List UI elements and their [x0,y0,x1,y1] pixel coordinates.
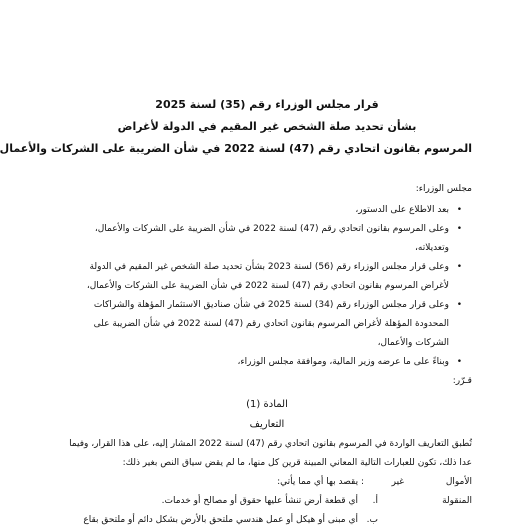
document-header [0,94,472,160]
recital-item: • بعد الاطلاع على الدستور، [62,201,462,220]
document-subtitle: بشأن تحديد صلة الشخص غير المقيم في الدولة لأغراض [117,120,417,133]
subitem-letter: ب. [366,515,378,525]
preamble-intro: مجلس الوزراء: [415,184,472,194]
section-title: التعاريف [249,419,285,430]
definitions-intro: تُطبق التعاريف الواردة في المرسوم بقانون اتحادي رقم (47) لسنة 2022 المشار إليه، على هذا القرار، وفيما عدا ذلك، تكون للعبارات التالية المعاني المبينة قرين كل منها، ما لم يقض سياق النص بغير ذلك: [69,439,472,468]
definition-term-continuation: المنقولة [442,496,472,506]
recitals-list [62,201,472,372]
decided-label: قـرّر: [452,376,472,386]
document-subtitle-2: المرسوم بقانون اتحادي رقم (47) لسنة 2022 في شأن الضريبة على الشركات والأعمال [0,142,472,155]
recital-item: • وعلى المرسوم بقانون اتحادي رقم (47) لسنة 2022 في شأن الضريبة على الشركات والأعمال، وتعديلاته، [62,220,462,258]
recital-item: • وبناءً على ما عرضه وزير المالية، وموافقة مجلس الوزراء، [62,353,462,372]
article-title: المادة (1) [246,399,288,410]
subitem-text: أي قطعة أرض تنشأ عليها حقوق أو مصالح أو خدمات. [161,496,358,506]
subitem-text: أي مبنى أو هيكل أو عمل هندسي ملتحق بالأرض بشكل دائم أو ملتحق بقاع [83,515,358,525]
recital-item: • وعلى قرار مجلس الوزراء رقم (56) لسنة 2023 بشأن تحديد صلة الشخص غير المقيم في الدولة لأغراض المرسوم بقانون اتحادي رقم (47) لسنة 2022 في شأن الضريبة على الشركات والأعمال، [62,258,462,296]
recital-item: • وعلى قرار مجلس الوزراء رقم (34) لسنة 2025 في شأن صناديق الاستثمار المؤهلة والشراكات المحدودة المؤهلة لأغراض المرسوم بقانون اتحادي رقم (47) لسنة 2022 في شأن الضريبة على الشركات والأعمال، [62,296,462,353]
definition-subitem-b [62,511,472,530]
subitem-spacer [378,511,472,530]
definition-term-part: غير [391,477,404,487]
definition-row [62,473,472,492]
definition-term: الأموال [445,477,472,487]
document-body [62,180,472,530]
subitem-letter: أ. [372,496,378,506]
definition-text: : يقصد بها أي مما يأتي: [277,477,364,487]
definition-subitem-a [62,492,472,511]
document-title: قرار مجلس الوزراء رقم (35) لسنة 2025 [155,98,379,111]
